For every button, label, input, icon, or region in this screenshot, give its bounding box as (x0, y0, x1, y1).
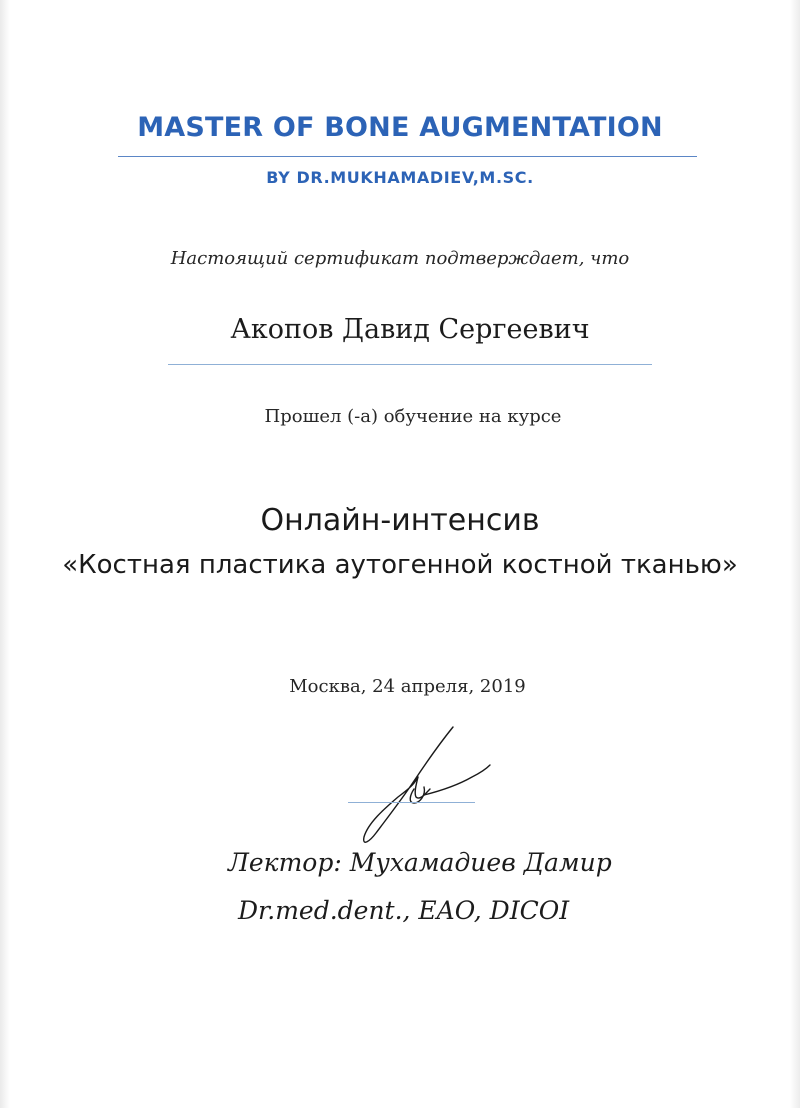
lecturer-signature (340, 725, 500, 850)
place-and-date: Москва, 24 апреля, 2019 (289, 676, 526, 697)
recipient-name: Акопов Давид Сергеевич (230, 314, 590, 345)
course-completed-text: Прошел (-а) обучение на курсе (264, 406, 562, 427)
lecturer-degrees: Dr.med.dent., EAO, DICOI (238, 896, 570, 925)
certificate-confirm-text: Настоящий сертификат подтверждает, что (170, 248, 630, 269)
course-type: Онлайн-интенсив (260, 503, 540, 538)
signature-underline (348, 802, 475, 803)
lecturer-name: Лектор: Мухамадиев Дамир (228, 848, 612, 877)
course-name: «Костная пластика аутогенной костной тканью» (62, 550, 738, 580)
recipient-name-underline (168, 364, 652, 365)
brand-subtitle: BY DR.MUKHAMADIEV,M.SC. (266, 168, 534, 187)
brand-title: MASTER OF BONE AUGMENTATION (137, 112, 663, 143)
brand-title-underline (118, 156, 697, 157)
